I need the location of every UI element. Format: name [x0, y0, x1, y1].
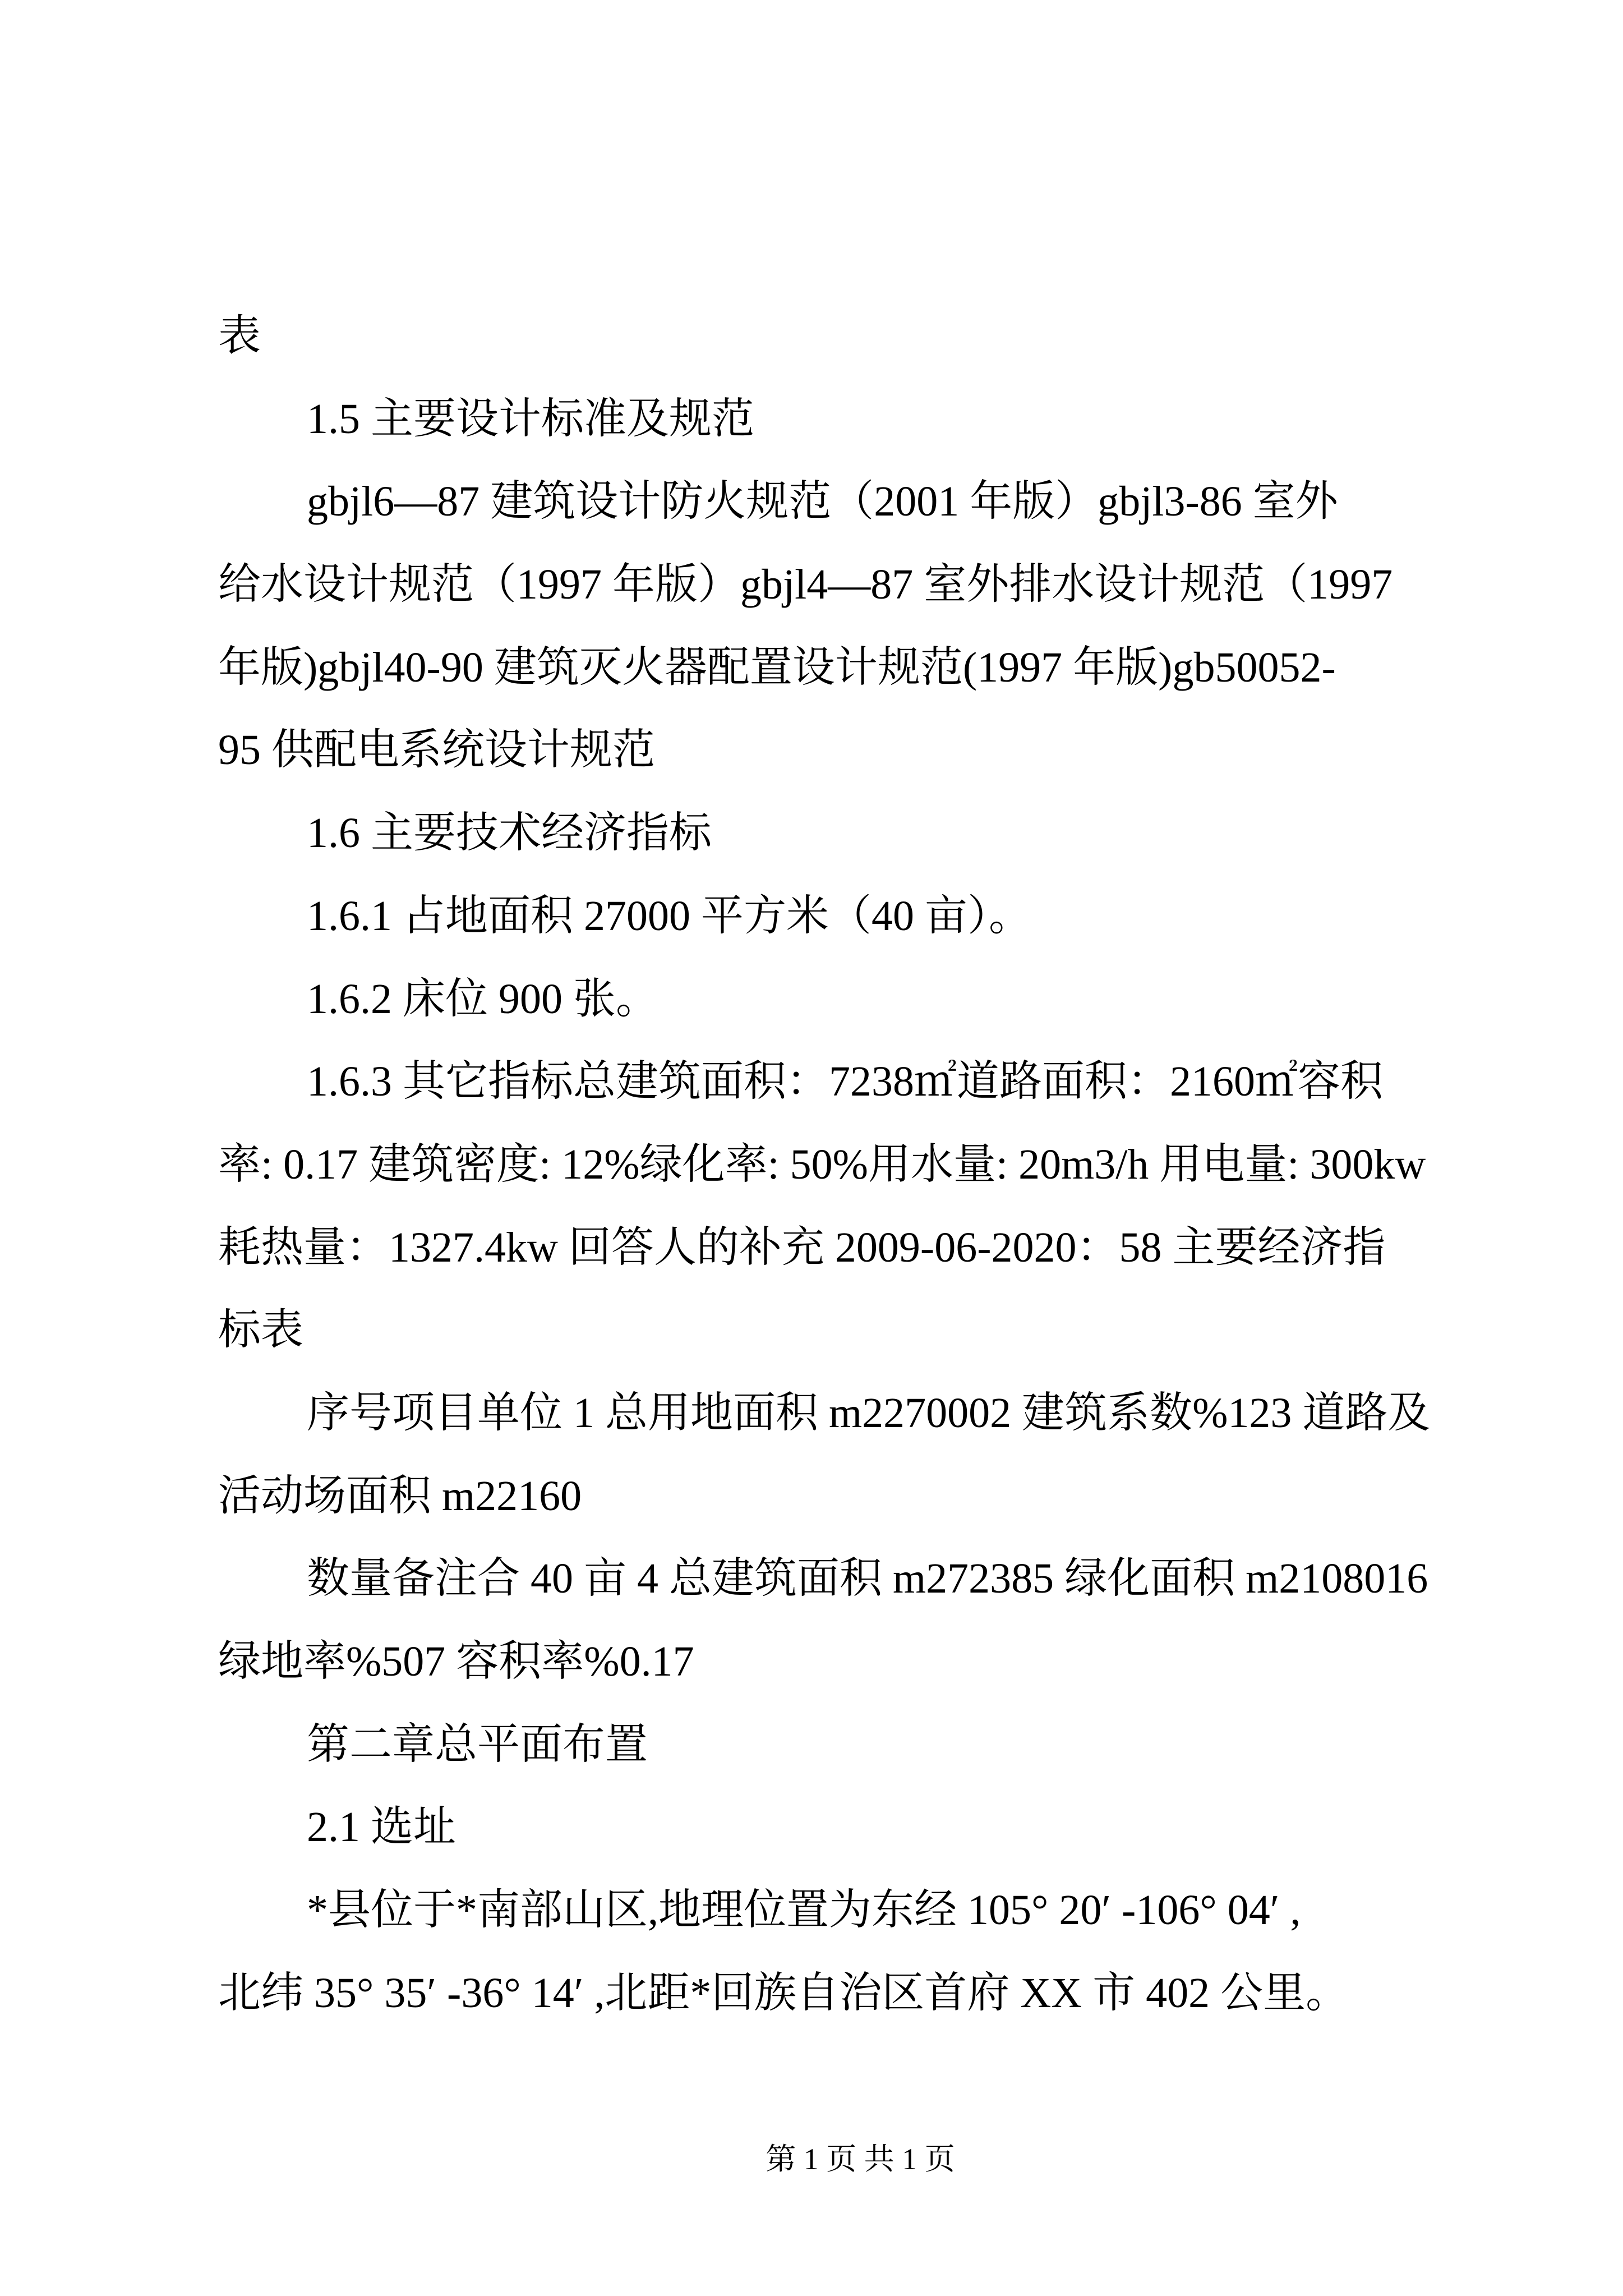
text-line: 1.6.2 床位 900 张。 [307, 975, 658, 1023]
text-line: 表 [218, 312, 261, 360]
text-line: 1.5 主要设计标准及规范 [307, 395, 754, 443]
text-line: 率: 0.17 建筑密度: 12%绿化率: 50%用水量: 20m3/h 用电量: 300kw [218, 1140, 1426, 1188]
item-1-6-1 [218, 875, 1564, 958]
text-line: gbjl6—87 建筑设计防火规范（2001 年版）gbjl3-86 室外 [307, 478, 1338, 526]
chapter-heading [218, 1704, 1564, 1787]
indicator-table-text-continued [218, 1538, 1564, 1703]
section-heading-1-5 [218, 378, 1564, 461]
text-line: *县位于*南部山区,地理位置为东经 105° 20′ -106° 04′ , [307, 1887, 1301, 1934]
text-line: 给水设计规范（1997 年版）gbjl4—87 室外排水设计规范（1997 [218, 561, 1393, 609]
section-heading-1-6 [218, 792, 1564, 875]
standards-paragraph [218, 461, 1564, 792]
text-line: 数量备注合 40 亩 4 总建筑面积 m272385 绿化面积 m2108016 [307, 1555, 1428, 1603]
text-line: 年版)gbjl40-90 建筑灭火器配置设计规范(1997 年版)gb50052- [218, 643, 1336, 691]
indicator-table-text [218, 1372, 1564, 1538]
continued-text [218, 295, 1564, 378]
text-line: 2.1 选址 [307, 1803, 456, 1851]
text-line: 1.6 主要技术经济指标 [307, 809, 712, 857]
site-location-paragraph [218, 1869, 1564, 2035]
text-line: 第二章总平面布置 [307, 1720, 648, 1768]
text-line: 耗热量：1327.4kw 回答人的补充 2009-06-2020：58 主要经济指 [218, 1223, 1386, 1271]
text-line: 1.6.3 其它指标总建筑面积：7238㎡道路面积：2160㎡容积 [307, 1058, 1383, 1106]
document-body [218, 295, 1564, 2035]
item-1-6-2 [218, 958, 1564, 1041]
text-line: 活动场面积 m22160 [218, 1472, 582, 1520]
item-1-6-3 [218, 1041, 1564, 1372]
text-line: 北纬 35° 35′ -36° 14′ ,北距*回族自治区首府 XX 市 402 公里。 [218, 1969, 1349, 2017]
text-line: 绿地率%507 容积率%0.17 [218, 1638, 694, 1685]
section-heading-2-1 [218, 1786, 1564, 1869]
text-line: 95 供配电系统设计规范 [218, 726, 655, 774]
page-footer: 第 1 页 共 1 页 [766, 2142, 955, 2176]
text-line: 1.6.1 占地面积 27000 平方米（40 亩）。 [307, 892, 1031, 940]
text-line: 标表 [218, 1306, 303, 1354]
text-line: 序号项目单位 1 总用地面积 m2270002 建筑系数%123 道路及 [307, 1389, 1431, 1437]
